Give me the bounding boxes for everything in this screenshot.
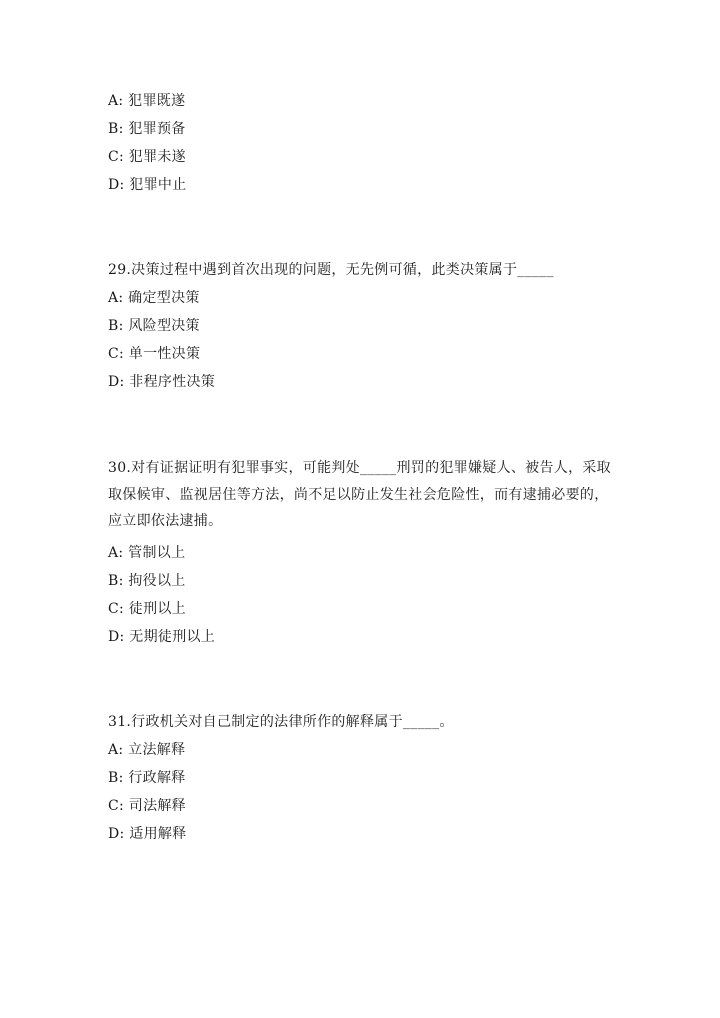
q28-option-a: A: 犯罪既遂 — [108, 93, 186, 109]
q31-option-b: B: 行政解释 — [108, 770, 186, 786]
q29-option-c: C: 单一性决策 — [108, 346, 201, 362]
q30-option-b: B: 拘役以上 — [108, 573, 186, 589]
q31-option-d: D: 适用解释 — [108, 826, 187, 842]
q29-option-b: B: 风险型决策 — [108, 318, 200, 334]
q28-option-d: D: 犯罪中止 — [108, 177, 187, 193]
q31-option-a: A: 立法解释 — [108, 742, 186, 758]
q29-stem: 29.决策过程中遇到首次出现的问题，无先例可循，此类决策属于_____ — [108, 262, 554, 278]
q31-stem: 31.行政机关对自己制定的法律所作的解释属于_____。 — [108, 714, 454, 730]
q30-stem: 30.对有证据证明有犯罪事实，可能判处_____刑罚的犯罪嫌疑人、被告人，采取取保候审、监视居住等方法，尚不足以防止发生社会危险性，而有逮捕必要的，应立即依法逮捕。 — [108, 460, 611, 529]
q30-option-c: C: 徒刑以上 — [108, 601, 186, 617]
q30-option-a: A: 管制以上 — [108, 545, 186, 561]
q28-option-b: B: 犯罪预备 — [108, 121, 186, 137]
q30-option-d: D: 无期徒刑以上 — [108, 629, 216, 645]
q29-option-d: D: 非程序性决策 — [108, 374, 216, 390]
q31-option-c: C: 司法解释 — [108, 798, 186, 814]
q29-option-a: A: 确定型决策 — [108, 290, 200, 306]
q28-option-c: C: 犯罪未遂 — [108, 149, 186, 165]
